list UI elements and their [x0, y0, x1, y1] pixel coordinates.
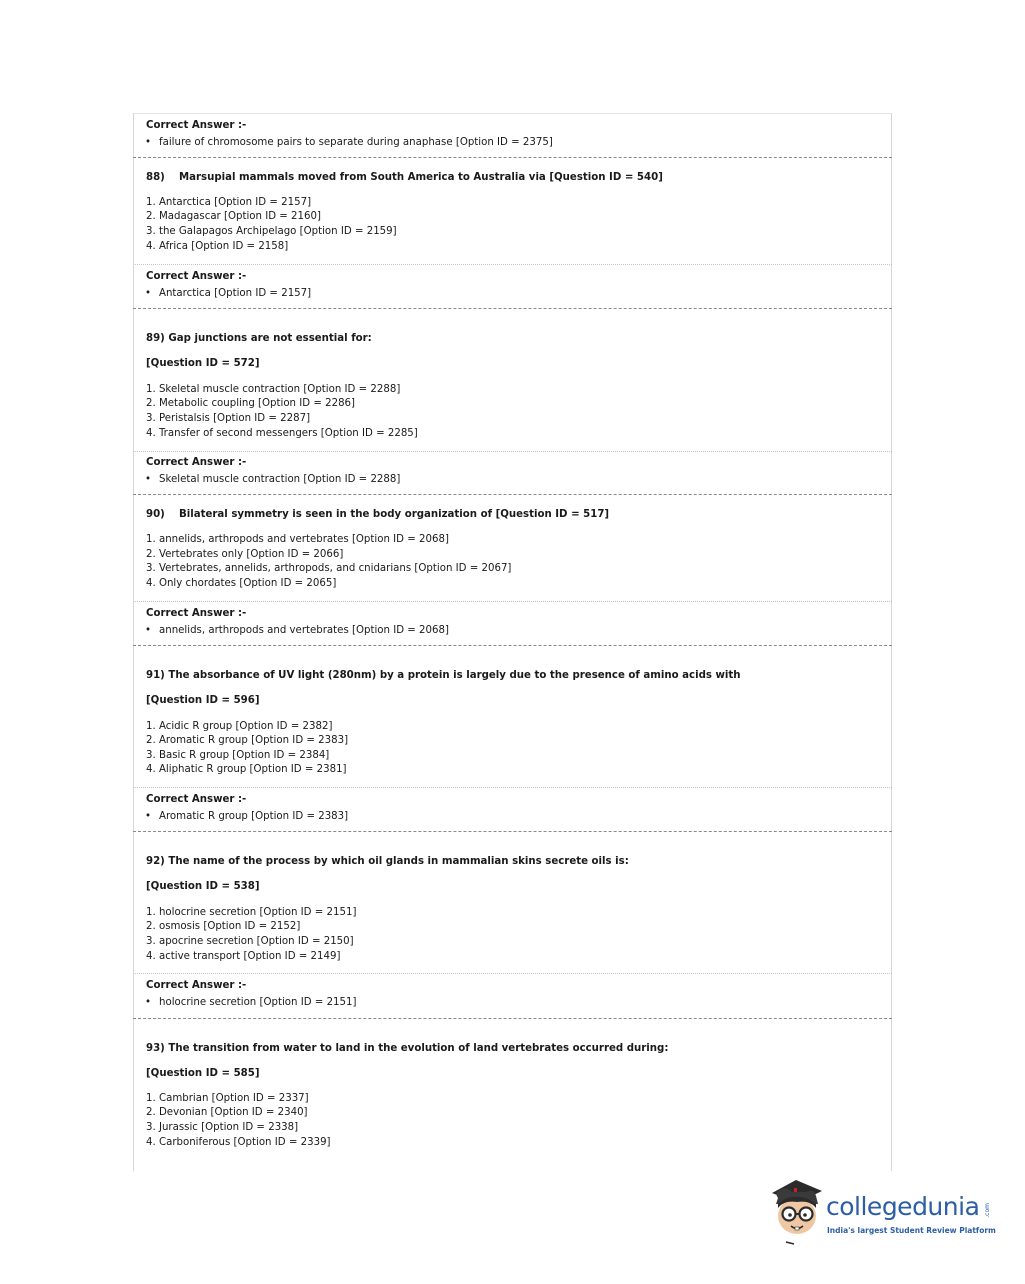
question-93: 93) The transition from water to land in the evolution of land vertebrates occurred during: — [146, 1043, 669, 1054]
option: 3. Jurassic [Option ID = 2338] — [146, 1122, 299, 1133]
answer-value: • Aromatic R group [Option ID = 2383] — [146, 811, 348, 823]
divider — [133, 494, 892, 495]
option: 3. Vertebrates, annelids, arthropods, and cnidarians [Option ID = 2067] — [146, 563, 512, 574]
mascot-icon — [766, 1178, 828, 1246]
answer-value: • Skeletal muscle contraction [Option ID = 2288] — [146, 474, 400, 486]
option: 4. Aliphatic R group [Option ID = 2381] — [146, 764, 347, 775]
answer-value: • annelids, arthropods and vertebrates [Option ID = 2068] — [146, 625, 449, 637]
question-90: 90) Bilateral symmetry is seen in the body organization of [Question ID = 517] — [146, 509, 610, 520]
question-91: 91) The absorbance of UV light (280nm) by a protein is largely due to the presence of amino acids with — [146, 670, 741, 681]
question-89: 89) Gap junctions are not essential for: — [146, 333, 372, 344]
divider — [133, 451, 892, 452]
divider — [133, 831, 892, 832]
option: 4. active transport [Option ID = 2149] — [146, 951, 341, 962]
answer-value: • holocrine secretion [Option ID = 2151] — [146, 997, 356, 1009]
divider — [133, 787, 892, 788]
answer-label: Correct Answer :- — [146, 457, 247, 468]
option: 4. Only chordates [Option ID = 2065] — [146, 578, 337, 589]
logo-suffix: .com — [984, 1203, 991, 1218]
question-92: 92) The name of the process by which oil glands in mammalian skins secrete oils is: — [146, 856, 629, 867]
logo-wordmark: collegedunia — [826, 1192, 980, 1221]
collegedunia-logo — [766, 1178, 996, 1246]
question-id: [Question ID = 596] — [146, 695, 260, 706]
answer-label: Correct Answer :- — [146, 271, 247, 282]
option: 1. Skeletal muscle contraction [Option ID = 2288] — [146, 384, 401, 395]
question-frame — [133, 113, 892, 1171]
answer-label: Correct Answer :- — [146, 120, 247, 131]
option: 1. Cambrian [Option ID = 2337] — [146, 1093, 309, 1104]
option: 2. osmosis [Option ID = 2152] — [146, 921, 301, 932]
logo-tagline: India's largest Student Review Platform — [827, 1226, 996, 1235]
option: 4. Transfer of second messengers [Option ID = 2285] — [146, 428, 418, 439]
answer-value: • Antarctica [Option ID = 2157] — [146, 288, 311, 300]
option: 2. Vertebrates only [Option ID = 2066] — [146, 549, 344, 560]
option: 2. Metabolic coupling [Option ID = 2286] — [146, 398, 356, 409]
answer-label: Correct Answer :- — [146, 794, 247, 805]
question-id: [Question ID = 572] — [146, 358, 260, 369]
option: 1. holocrine secretion [Option ID = 2151] — [146, 907, 357, 918]
answer-value: • failure of chromosome pairs to separate during anaphase [Option ID = 2375] — [146, 137, 553, 149]
divider — [133, 973, 892, 974]
question-id: [Question ID = 585] — [146, 1068, 260, 1079]
option: 1. annelids, arthropods and vertebrates [Option ID = 2068] — [146, 534, 449, 545]
option: 2. Madagascar [Option ID = 2160] — [146, 211, 321, 222]
question-id: [Question ID = 538] — [146, 881, 260, 892]
divider — [133, 601, 892, 602]
question-88: 88) Marsupial mammals moved from South America to Australia via [Question ID = 540] — [146, 172, 663, 183]
divider — [133, 1018, 892, 1019]
option: 4. Carboniferous [Option ID = 2339] — [146, 1137, 331, 1148]
option: 2. Devonian [Option ID = 2340] — [146, 1107, 308, 1118]
option: 1. Acidic R group [Option ID = 2382] — [146, 721, 333, 732]
option: 4. Africa [Option ID = 2158] — [146, 241, 289, 252]
option: 2. Aromatic R group [Option ID = 2383] — [146, 735, 349, 746]
option: 3. the Galapagos Archipelago [Option ID = 2159] — [146, 226, 397, 237]
divider — [133, 264, 892, 265]
option: 3. Peristalsis [Option ID = 2287] — [146, 413, 311, 424]
divider — [133, 308, 892, 309]
answer-label: Correct Answer :- — [146, 608, 247, 619]
divider — [133, 645, 892, 646]
answer-label: Correct Answer :- — [146, 980, 247, 991]
option: 3. Basic R group [Option ID = 2384] — [146, 750, 330, 761]
divider — [133, 157, 892, 158]
option: 3. apocrine secretion [Option ID = 2150] — [146, 936, 354, 947]
option: 1. Antarctica [Option ID = 2157] — [146, 197, 312, 208]
